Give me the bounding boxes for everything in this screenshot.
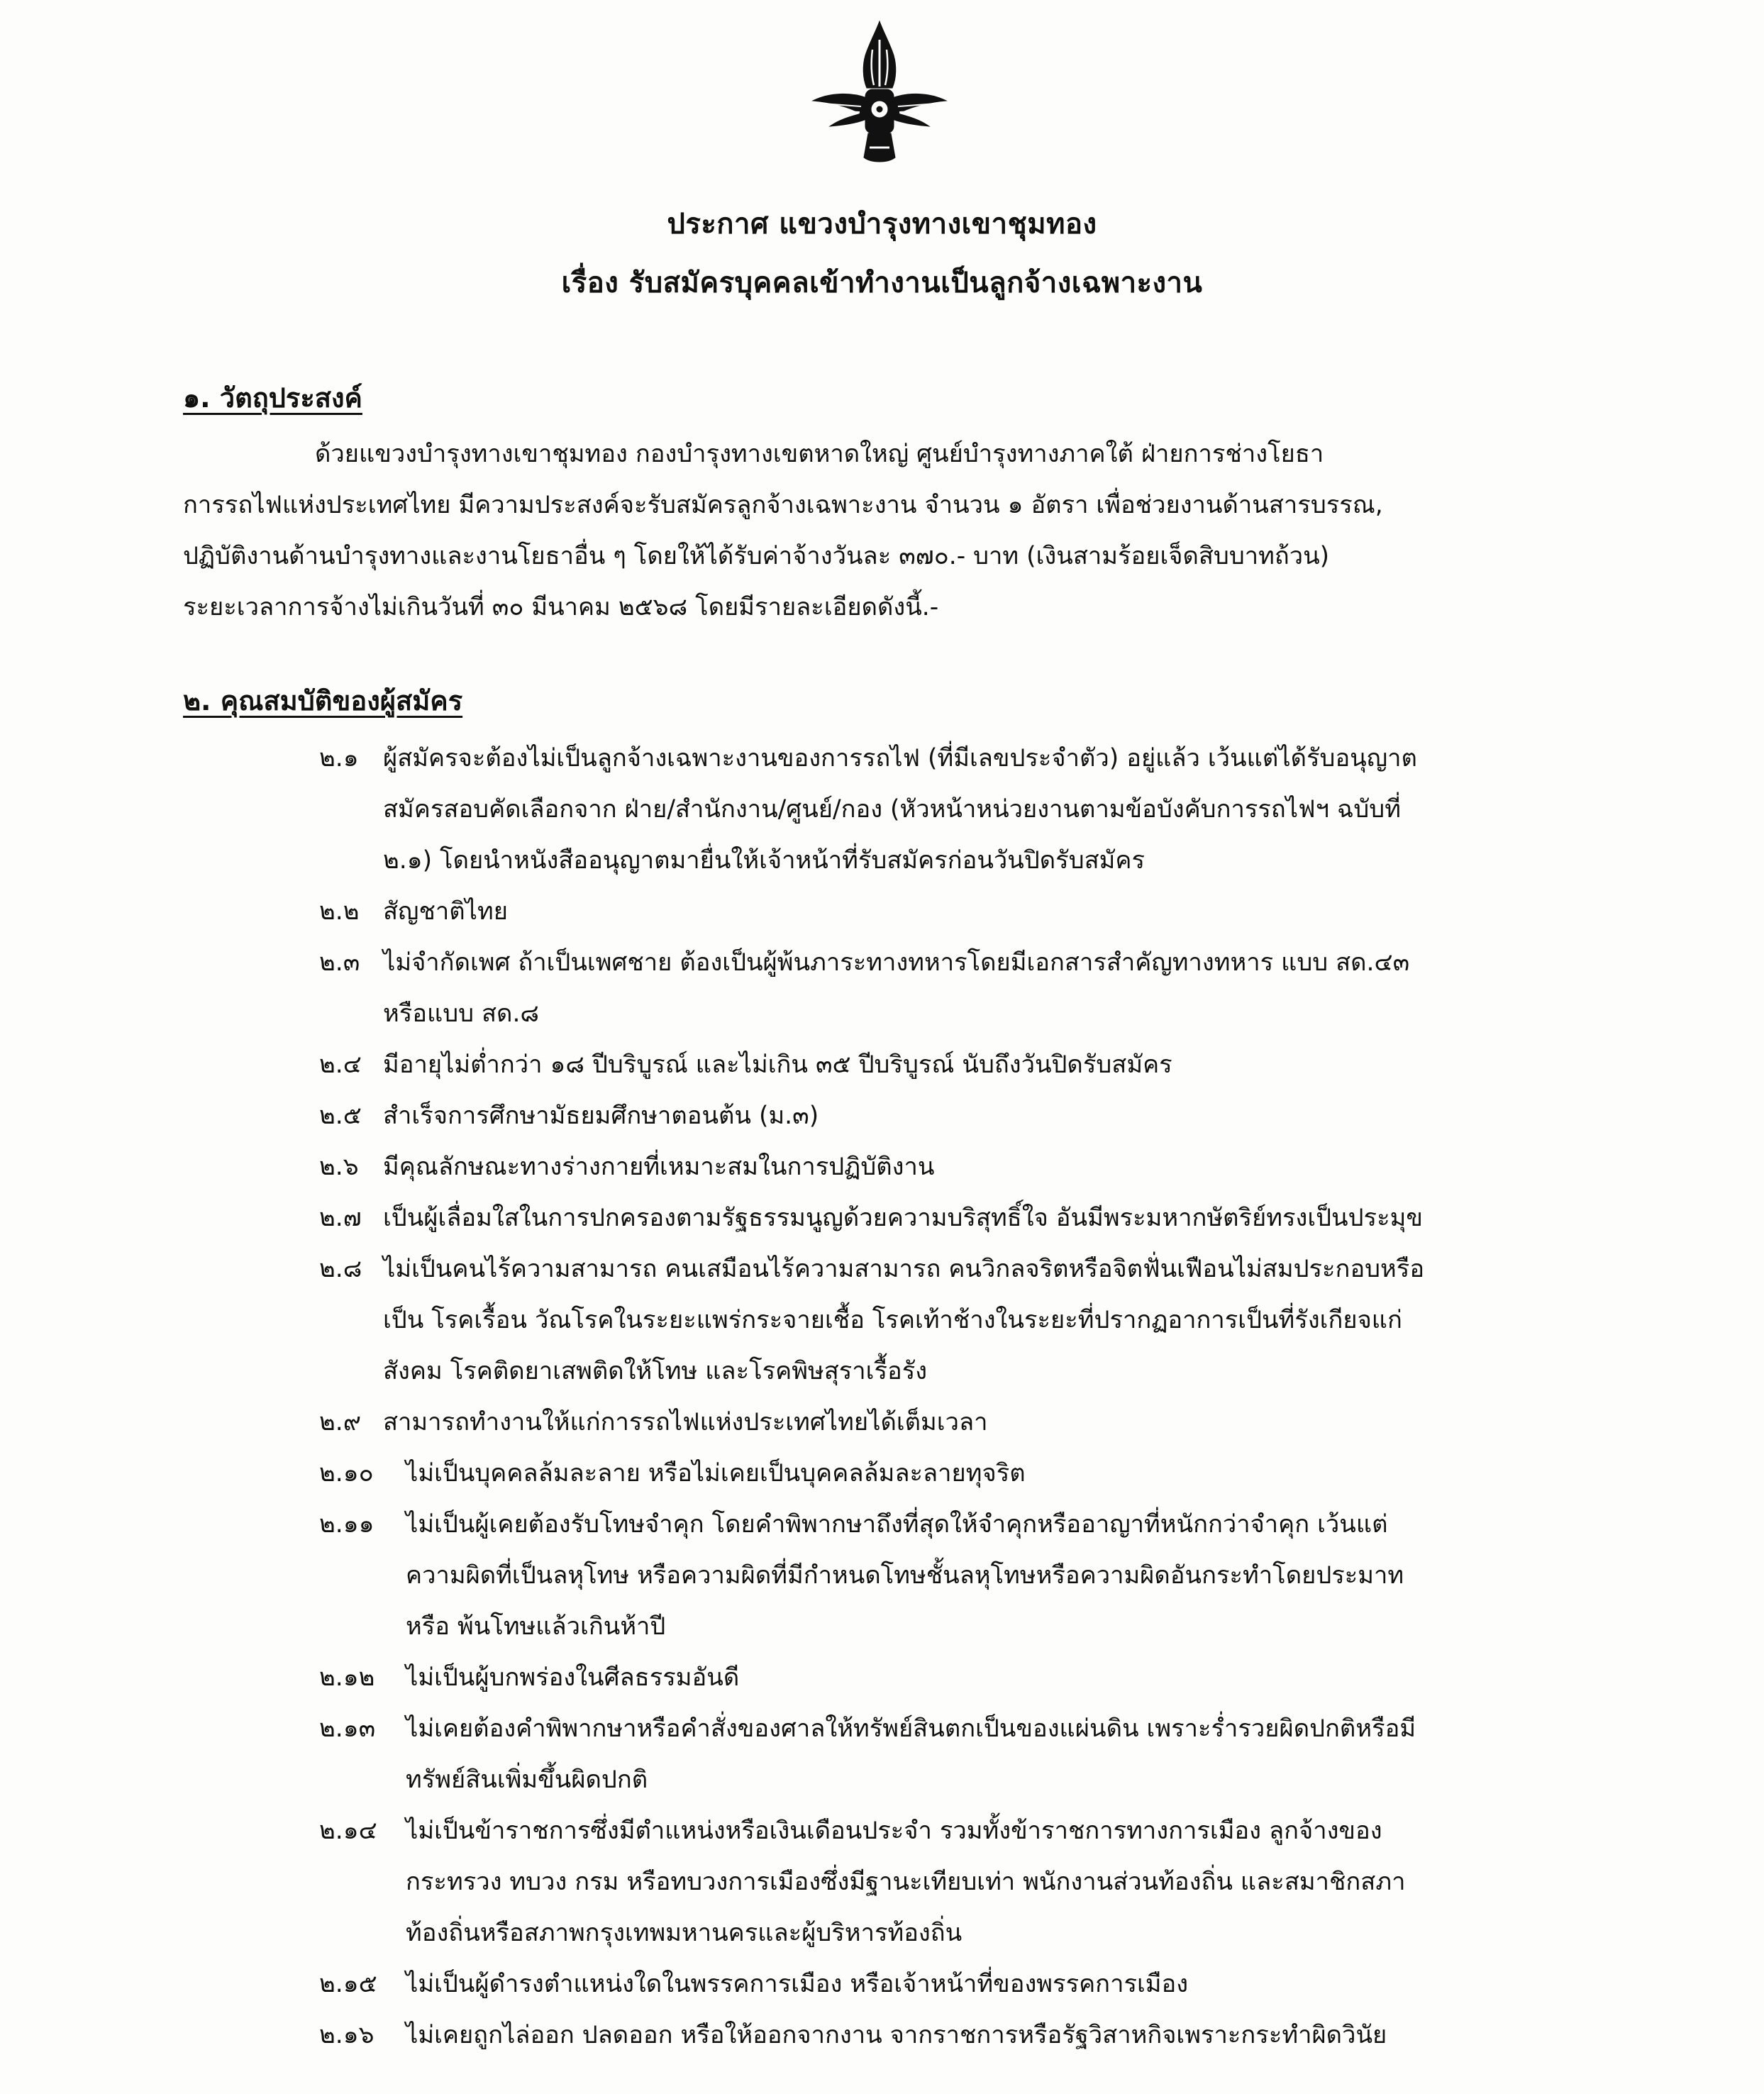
qualification-item <box>319 733 1589 886</box>
item-text <box>383 1090 1589 1141</box>
announcement-title: ประกาศ แขวงบำรุงทางเขาชุมทอง <box>667 208 1097 240</box>
item-line: สามารถทำงานให้แก่การรถไฟแห่งประเทศไทยได้เต็มเวลา <box>383 1408 988 1436</box>
item-line: มีคุณลักษณะทางร่างกายที่เหมาะสมในการปฏิบัติงาน <box>383 1153 935 1181</box>
item-line: กระทรวง ทบวง กรม หรือทบวงการเมืองซึ่งมีฐานะเทียบเท่า พนักงานส่วนท้องถิ่น และสมาชิกสภา <box>406 1868 1406 1896</box>
qualification-item <box>319 2010 1589 2061</box>
item-text <box>383 733 1589 886</box>
item-text <box>383 937 1589 1039</box>
item-number: ๒.๑๖ <box>319 2021 375 2049</box>
item-text <box>383 1039 1589 1090</box>
item-line: ท้องถิ่นหรือสภาพกรุงเทพมหานครและผู้บริหารท้องถิ่น <box>406 1919 963 1947</box>
item-text <box>383 1192 1589 1243</box>
qualification-item <box>319 1499 1589 1652</box>
item-line: ๒.๑) โดยนำหนังสืออนุญาตมายื่นให้เจ้าหน้าที่รับสมัครก่อนวันปิดรับสมัคร <box>383 846 1146 875</box>
item-line: ไม่เป็นบุคคลล้มละลาย หรือไม่เคยเป็นบุคคลล้มละลายทุจริต <box>406 1459 1026 1488</box>
item-number: ๒.๗ <box>319 1204 362 1232</box>
item-text <box>383 886 1589 937</box>
qualification-item <box>319 1959 1589 2010</box>
item-number: ๒.๖ <box>319 1153 359 1181</box>
item-number: ๒.๑๑ <box>319 1510 375 1539</box>
qualification-item <box>319 1243 1589 1397</box>
item-number: ๒.๑๕ <box>319 1970 377 1998</box>
item-number: ๒.๔ <box>319 1051 362 1079</box>
section-2-heading: ๒. คุณสมบัติของผู้สมัคร <box>183 685 463 716</box>
paragraph-line: ปฏิบัติงานด้านบำรุงทางและงานโยธาอื่น ๆ โดยให้ได้รับค่าจ้างวันละ ๓๗๐.- บาท (เงินสามร้อยเจ็ดสิบบาทถ้วน) <box>183 542 1330 570</box>
item-text <box>406 1805 1589 1959</box>
item-line: ไม่เป็นคนไร้ความสามารถ คนเสมือนไร้ความสามารถ คนวิกลจริตหรือจิตฟั่นเฟือนไม่สมประกอบหรือ <box>383 1255 1425 1283</box>
item-line: ทรัพย์สินเพิ่มขึ้นผิดปกติ <box>406 1766 648 1794</box>
item-line: เป็น โรคเรื้อน วัณโรคในระยะแพร่กระจายเชื้อ โรคเท้าช้างในระยะที่ปรากฏอาการเป็นที่รังเกียจแก่ <box>383 1306 1402 1334</box>
paragraph-line: ด้วยแขวงบำรุงทางเขาชุมทอง กองบำรุงทางเขตหาดใหญ่ ศูนย์บำรุงทางภาคใต้ ฝ่ายการช่างโยธา <box>315 440 1324 468</box>
item-text <box>406 2010 1589 2061</box>
item-line: สมัครสอบคัดเลือกจาก ฝ่าย/สำนักงาน/ศูนย์/กอง (หัวหน้าหน่วยงานตามข้อบังคับการรถไฟฯ ฉบับที่ <box>383 795 1401 824</box>
item-line: ไม่จำกัดเพศ ถ้าเป็นเพศชาย ต้องเป็นผู้พ้นภาระทางทหารโดยมีเอกสารสำคัญทางทหาร แบบ สด.๔๓ <box>383 948 1410 977</box>
item-line: ไม่เป็นข้าราชการซึ่งมีตำแหน่งหรือเงินเดือนประจำ รวมทั้งข้าราชการทางการเมือง ลูกจ้างของ <box>406 1817 1382 1845</box>
qualification-item <box>319 1652 1589 1703</box>
item-number: ๒.๕ <box>319 1102 362 1130</box>
item-line: หรือ พ้นโทษแล้วเกินห้าปี <box>406 1612 666 1641</box>
item-text <box>406 1448 1589 1499</box>
qualification-item <box>319 1192 1589 1243</box>
item-text <box>383 1243 1589 1397</box>
section-1-heading: ๑. วัตถุประสงค์ <box>183 382 362 414</box>
item-text <box>383 1141 1589 1192</box>
item-line: มีอายุไม่ต่ำกว่า ๑๘ ปีบริบูรณ์ และไม่เกิน ๓๕ ปีบริบูรณ์ นับถึงวันปิดรับสมัคร <box>383 1051 1172 1079</box>
item-line: สำเร็จการศึกษามัธยมศึกษาตอนต้น (ม.๓) <box>383 1102 819 1130</box>
item-text <box>406 1959 1589 2010</box>
item-line: สัญชาติไทย <box>383 897 508 926</box>
paragraph-line: ระยะเวลาการจ้างไม่เกินวันที่ ๓๐ มีนาคม ๒๕๖๘ โดยมีรายละเอียดดังนี้.- <box>183 593 939 621</box>
qualification-item <box>319 1448 1589 1499</box>
item-text <box>406 1499 1589 1652</box>
item-number: ๒.๓ <box>319 948 360 977</box>
item-number: ๒.๙ <box>319 1408 361 1436</box>
qualification-item <box>319 1090 1589 1141</box>
qualification-item <box>319 1703 1589 1805</box>
item-number: ๒.๘ <box>319 1255 362 1283</box>
qualification-item <box>319 1397 1589 1448</box>
item-line: ผู้สมัครจะต้องไม่เป็นลูกจ้างเฉพาะงานของการรถไฟ (ที่มีเลขประจำตัว) อยู่แล้ว เว้นแต่ได้รับอนุญาต <box>383 744 1417 772</box>
item-line: ไม่เป็นผู้เคยต้องรับโทษจำคุก โดยคำพิพากษาถึงที่สุดให้จำคุกหรืออาญาที่หนักกว่าจำคุก เว้นแต่ <box>406 1510 1388 1539</box>
item-number: ๒.๑๒ <box>319 1663 375 1692</box>
item-line: ไม่เป็นผู้ดำรงตำแหน่งใดในพรรคการเมือง หรือเจ้าหน้าที่ของพรรคการเมือง <box>406 1970 1189 1998</box>
item-text <box>406 1703 1589 1805</box>
section-1-paragraph <box>183 428 1584 633</box>
item-line: ไม่เคยต้องคำพิพากษาหรือคำสั่งของศาลให้ทรัพย์สินตกเป็นของแผ่นดิน เพราะร่ำรวยผิดปกติหรือมี <box>406 1714 1416 1743</box>
qualification-item <box>319 1805 1589 1959</box>
item-line: สังคม โรคติดยาเสพติดให้โทษ และโรคพิษสุราเรื้อรัง <box>383 1357 928 1385</box>
item-text <box>406 1652 1589 1703</box>
item-line: ไม่เป็นผู้บกพร่องในศีลธรรมอันดี <box>406 1663 740 1692</box>
railway-emblem-logo <box>809 18 950 167</box>
item-number: ๒.๑๐ <box>319 1459 374 1488</box>
item-number: ๒.๒ <box>319 897 360 926</box>
qualification-list <box>319 733 1589 2061</box>
item-line: หรือแบบ สด.๘ <box>383 999 540 1028</box>
item-text <box>383 1397 1589 1448</box>
qualification-item <box>319 937 1589 1039</box>
qualification-item <box>319 1141 1589 1192</box>
item-line: ไม่เคยถูกไล่ออก ปลดออก หรือให้ออกจากงาน จากราชการหรือรัฐวิสาหกิจเพราะกระทำผิดวินัย <box>406 2021 1387 2049</box>
item-number: ๒.๑๓ <box>319 1714 376 1743</box>
qualification-item <box>319 1039 1589 1090</box>
item-number: ๒.๑๔ <box>319 1817 377 1845</box>
announcement-subject: เรื่อง รับสมัครบุคคลเข้าทำงานเป็นลูกจ้างเฉพาะงาน <box>561 267 1203 299</box>
paragraph-line: การรถไฟแห่งประเทศไทย มีความประสงค์จะรับสมัครลูกจ้างเฉพาะงาน จำนวน ๑ อัตรา เพื่อช่วยงานด้านสารบรรณ, <box>183 491 1383 519</box>
item-line: ความผิดที่เป็นลหุโทษ หรือความผิดที่มีกำหนดโทษชั้นลหุโทษหรือความผิดอันกระทำโดยประมาท <box>406 1561 1404 1590</box>
item-line: เป็นผู้เลื่อมใสในการปกครองตามรัฐธรรมนูญด้วยความบริสุทธิ์ใจ อันมีพระมหากษัตริย์ทรงเป็นประมุข <box>383 1204 1423 1232</box>
qualification-item <box>319 886 1589 937</box>
item-number: ๒.๑ <box>319 744 359 772</box>
